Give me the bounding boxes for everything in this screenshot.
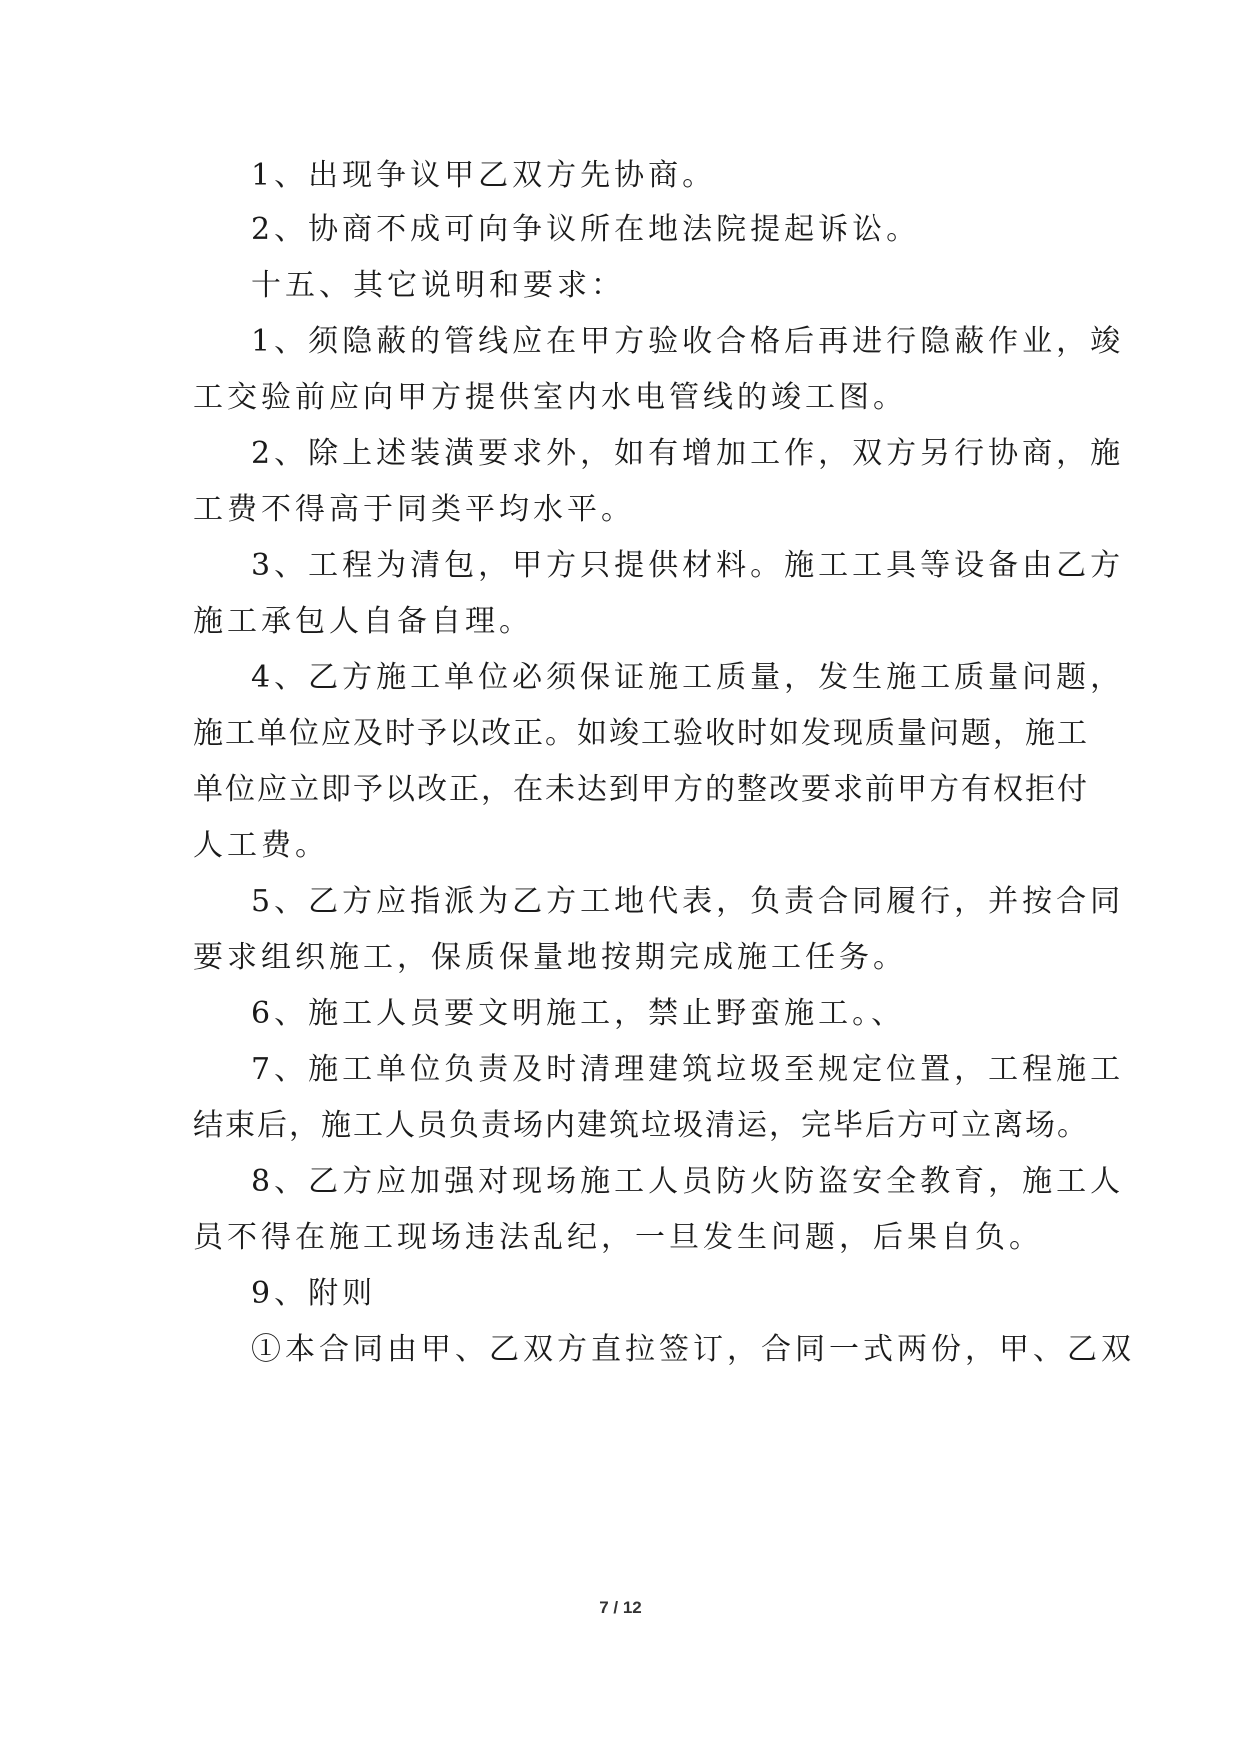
text-line: 员不得在施工现场违法乱纪，一旦发生问题，后果自负。 bbox=[193, 1220, 1043, 1255]
page-number: 7 / 12 bbox=[599, 1598, 642, 1617]
text-line: 要求组织施工，保质保量地按期完成施工任务。 bbox=[193, 940, 907, 975]
text-line: 6、施工人员要文明施工，禁止野蛮施工。、 bbox=[251, 996, 906, 1031]
text-line: ①本合同由甲、乙双方直拉签订，合同一式两份，甲、乙双 bbox=[251, 1332, 1135, 1367]
text-line: 工交验前应向甲方提供室内水电管线的竣工图。 bbox=[193, 380, 907, 415]
text-line: 2、协商不成可向争议所在地法院提起诉讼。 bbox=[251, 212, 921, 247]
text-line: 8、乙方应加强对现场施工人员防火防盗安全教育，施工人 bbox=[251, 1164, 1125, 1199]
text-line: 5、乙方应指派为乙方工地代表，负责合同履行，并按合同 bbox=[251, 884, 1125, 919]
section-heading: 十五、其它说明和要求： bbox=[251, 268, 625, 303]
text-line: 工费不得高于同类平均水平。 bbox=[193, 492, 635, 527]
text-line: 3、工程为清包，甲方只提供材料。施工工具等设备由乙方 bbox=[251, 548, 1125, 583]
text-line: 7、施工单位负责及时清理建筑垃圾至规定位置，工程施工 bbox=[251, 1052, 1125, 1087]
text-line: 人工费。 bbox=[193, 828, 329, 863]
text-line: 施工承包人自备自理。 bbox=[193, 604, 533, 639]
text-line: 1、出现争议甲乙双方先协商。 bbox=[251, 158, 717, 193]
text-line: 1、须隐蔽的管线应在甲方验收合格后再进行隐蔽作业，竣 bbox=[251, 324, 1125, 359]
text-line: 施工单位应及时予以改正。如竣工验收时如发现质量问题，施工 bbox=[193, 716, 1089, 751]
text-line: 单位应立即予以改正，在未达到甲方的整改要求前甲方有权拒付 bbox=[193, 772, 1089, 807]
text-line: 2、除上述装潢要求外，如有增加工作，双方另行协商，施 bbox=[251, 436, 1125, 471]
text-line: 9、附则 bbox=[251, 1276, 377, 1311]
text-line: 结束后，施工人员负责场内建筑垃圾清运，完毕后方可立离场。 bbox=[193, 1108, 1089, 1143]
text-line: 4、乙方施工单位必须保证施工质量，发生施工质量问题， bbox=[251, 660, 1125, 695]
